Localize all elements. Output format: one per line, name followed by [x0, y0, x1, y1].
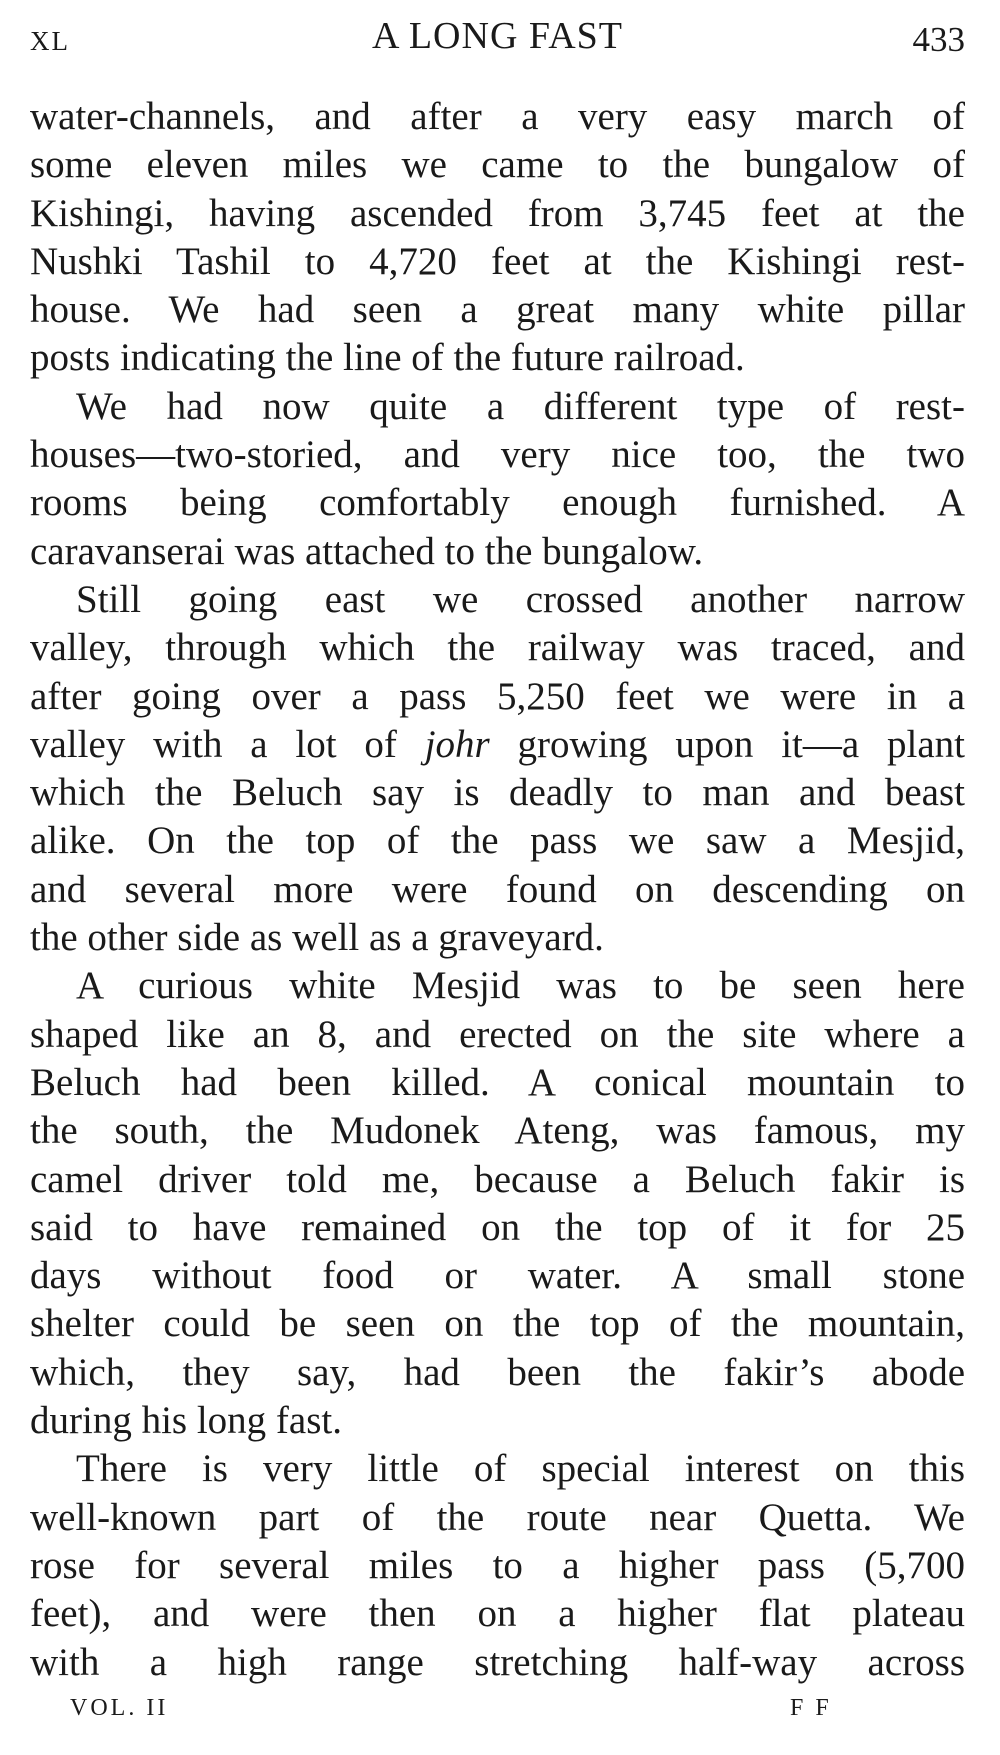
body-text — [30, 93, 965, 1687]
text-line: caravanserai was attached to the bungalow. — [30, 529, 704, 573]
page-footer — [70, 1695, 870, 1735]
text-line: Kishingi, having ascended from 3,745 feet at the — [30, 191, 965, 235]
text-line: days without food or water. A small stone — [30, 1254, 965, 1298]
running-head — [30, 12, 965, 62]
text-line: There is very little of special interest on this — [76, 1447, 965, 1491]
signature-mark: F F — [790, 1695, 832, 1721]
text-line: houses—two-storied, and very nice too, the two — [30, 433, 965, 477]
text-segment: valley with a lot of — [30, 722, 425, 766]
text-line: said to have remained on the top of it for 25 — [30, 1205, 965, 1249]
text-line: alike. On the top of the pass we saw a Mesjid, — [30, 819, 965, 863]
text-line: water-channels, and after a very easy march of — [30, 95, 965, 138]
text-line: We had now quite a different type of rest- — [76, 384, 965, 428]
page-number: 433 — [912, 20, 965, 59]
volume-mark: VOL. II — [70, 1695, 169, 1721]
page-title: A LONG FAST — [372, 15, 623, 57]
text-line: house. We had seen a great many white pillar — [30, 288, 965, 332]
text-line: with a high range stretching half-way across — [30, 1640, 965, 1684]
text-line: valley, through which the railway was traced, and — [30, 626, 965, 670]
text-line: and several more were found on descending on — [30, 867, 965, 911]
text-line: Nushki Tashil to 4,720 feet at the Kishingi rest- — [30, 239, 965, 283]
text-line: shelter could be seen on the top of the mountain, — [30, 1302, 965, 1346]
text-line: the other side as well as a graveyard. — [30, 916, 604, 960]
text-line: which the Beluch say is deadly to man and beast — [30, 771, 965, 815]
text-line: some eleven miles we came to the bungalow of — [30, 143, 965, 187]
text-line-with-italic — [30, 721, 965, 769]
text-line: after going over a pass 5,250 feet we were in a — [30, 674, 965, 718]
text-line: rose for several miles to a higher pass (5,700 — [30, 1543, 965, 1587]
text-line: well-known part of the route near Quetta. We — [30, 1495, 965, 1539]
text-line: during his long fast. — [30, 1399, 342, 1443]
text-line: the south, the Mudonek Ateng, was famous, my — [30, 1109, 965, 1153]
text-segment: growing upon it—a plant — [489, 722, 965, 766]
text-line: rooms being comfortably enough furnished. A — [30, 481, 965, 525]
text-line: feet), and were then on a higher flat plateau — [30, 1592, 965, 1636]
text-line: camel driver told me, because a Beluch fakir is — [30, 1157, 965, 1201]
chapter-number: XL — [30, 26, 70, 56]
text-line: shaped like an 8, and erected on the site where a — [30, 1012, 965, 1056]
text-line: posts indicating the line of the future railroad. — [30, 336, 745, 380]
text-line: which, they say, had been the fakir’s abode — [30, 1350, 965, 1394]
italic-term: johr — [424, 722, 490, 766]
text-line: A curious white Mesjid was to be seen here — [76, 964, 965, 1008]
text-line: Beluch had been killed. A conical mountain to — [30, 1060, 965, 1104]
text-line: Still going east we crossed another narrow — [76, 577, 965, 621]
